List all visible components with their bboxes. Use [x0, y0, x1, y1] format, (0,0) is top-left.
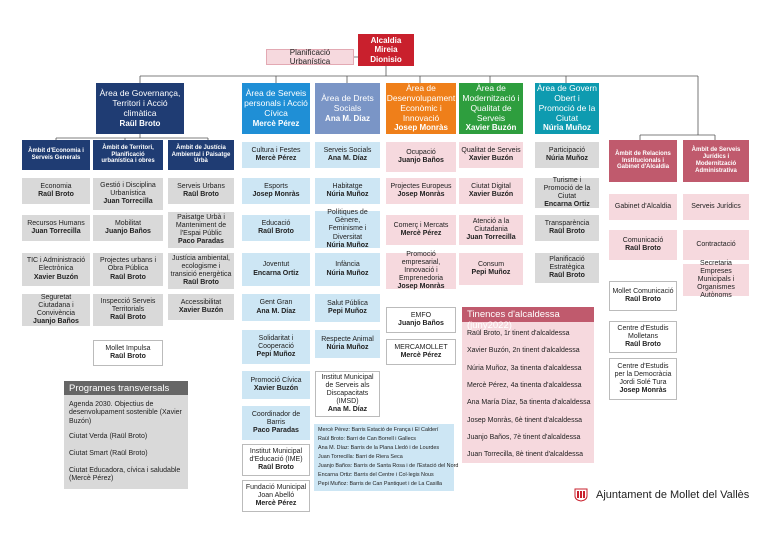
department-name: Esports — [264, 182, 288, 190]
area-head: Ana M. Díaz — [325, 113, 370, 123]
department-box — [315, 294, 380, 322]
department-head: Ana M. Díaz — [327, 406, 368, 414]
department-box — [168, 178, 234, 204]
area-head: Mercè Pérez — [252, 118, 300, 128]
department-name: Projectes Europeus — [390, 182, 452, 190]
department-box — [242, 142, 310, 168]
department-head: Ana M. Díaz — [327, 155, 368, 162]
area-economic-development — [386, 83, 456, 134]
department-box — [535, 178, 599, 208]
department-head: Pepi Muñoz — [471, 269, 511, 276]
department-box — [315, 211, 380, 248]
ambit-label: Àmbit d'Economia i Serveis Generals — [28, 148, 84, 161]
department-name: Consum — [477, 260, 505, 268]
ambit-territory — [93, 140, 163, 170]
department-box — [609, 358, 677, 400]
department-name: Contractació — [696, 240, 736, 248]
department-name: Solidaritat i Cooperació — [258, 334, 294, 350]
logo-text: Ajuntament de Mollet del Vallès — [596, 489, 750, 501]
department-head: Paco Paradas — [178, 238, 224, 246]
department-box — [93, 253, 163, 286]
department-head: Raül Broto — [183, 279, 219, 287]
department-head: Mercè Pérez — [255, 500, 297, 508]
department-head: Raül Broto — [549, 228, 585, 235]
department-box — [93, 215, 163, 241]
department-name: Promoció empresarial, Innovació i Emprenedoria — [399, 250, 443, 283]
department-name: Turisme i Promoció de la Ciutat — [543, 176, 591, 200]
area-title: Àrea de Desenvolupament Econòmic i Innovació — [386, 83, 456, 123]
department-head: Paco Paradas — [253, 427, 299, 435]
district-item: Raül Broto: Barri de Can Borrell i Gallecs — [318, 436, 416, 442]
department-head: Raül Broto — [110, 273, 146, 281]
deputy-item: Núria Muñoz, 3a tinenta d'alcaldessa — [467, 364, 582, 372]
department-head: Núria Muñoz — [326, 191, 369, 198]
department-name: Gabinet d'Alcaldia — [614, 202, 672, 210]
ambit-economy — [22, 140, 90, 170]
department-name: MERCAMOLLET — [394, 343, 448, 351]
department-box — [242, 294, 310, 321]
department-head: Ana M. Díaz — [256, 307, 296, 315]
department-head: Juanjo Baños — [33, 318, 79, 326]
ambit-label: Àmbit de Relacions Institucionals i Gabinet d'Alcaldia — [615, 150, 671, 171]
department-head: Núria Muñoz — [326, 241, 369, 249]
area-head: Núria Muñoz — [543, 123, 591, 133]
department-name: Ciutat Digital — [471, 182, 511, 190]
department-name: Seguretat Ciutadana i Convivència — [36, 293, 76, 317]
department-box — [609, 194, 677, 220]
department-box — [386, 142, 456, 172]
department-name: Mollet Impulsa — [105, 344, 151, 352]
department-box — [22, 294, 90, 326]
shield-icon — [574, 488, 588, 502]
deputy-item: Raül Broto, 1r tinent d'alcaldessa — [467, 330, 570, 337]
department-head: Juanjo Baños — [105, 228, 151, 235]
department-box — [609, 281, 677, 311]
department-head: Raül Broto — [258, 464, 294, 472]
department-box — [22, 253, 90, 286]
department-box — [386, 307, 456, 333]
deputy-item: Xavier Buzón, 2n tinent d'alcaldessa — [467, 347, 580, 355]
department-head: Raül Broto — [549, 272, 585, 280]
department-box — [609, 321, 677, 353]
department-box — [535, 215, 599, 241]
department-name: Qualitat de Serveis — [461, 146, 521, 154]
ambit-label: Àmbit de Justícia Ambiental i Paisatge Urbà — [171, 144, 231, 165]
department-head: Raül Broto — [110, 314, 146, 322]
department-head: Encarna Ortiz — [544, 201, 590, 209]
department-name: Mobilitat — [114, 219, 142, 227]
department-box — [168, 253, 234, 289]
department-name: Institut Municipal d'Educació (IME) — [249, 447, 303, 463]
department-name: Coordinador de Barris — [251, 410, 301, 426]
department-name: Recursos Humans — [27, 219, 85, 227]
department-name: Serveis Socials — [323, 146, 372, 154]
department-box — [315, 142, 380, 168]
area-open-government — [535, 83, 599, 134]
department-head: Xavier Buzón — [468, 191, 514, 198]
department-head: Raül Broto — [625, 341, 661, 349]
department-name: Centre d'Estudis Molletans — [617, 324, 669, 340]
deputy-item: Juan Torrecilla, 8è tinent d'alcaldessa — [467, 451, 583, 459]
department-box — [242, 215, 310, 241]
ambit-label: Àmbit de Territori, Planificació urbanística i obres — [101, 144, 155, 165]
department-head: Mercè Pérez — [255, 155, 297, 162]
department-head: Encarna Ortiz — [253, 269, 299, 277]
department-box — [315, 330, 380, 358]
department-box — [242, 406, 310, 440]
department-name: Atenció a la Ciutadania — [472, 217, 510, 233]
department-name: Paisatge Urbà i Manteniment de l'Espai Públic — [175, 213, 227, 237]
area-head: Xavier Buzón — [465, 123, 517, 133]
department-name: Gent Gran — [259, 299, 293, 307]
department-head: Xavier Buzón — [253, 385, 299, 392]
department-box — [459, 215, 523, 245]
department-box — [683, 230, 749, 260]
department-name: Planificació Estratègica — [549, 255, 585, 271]
district-item: Juanjo Baños: Barris de Santa Rosa i de l'Estació del Nord — [318, 463, 459, 469]
mayor-name: Mireia Dionisio — [370, 45, 402, 64]
department-head: Núria Muñoz — [326, 269, 369, 277]
department-box — [459, 253, 523, 285]
department-name: Institut Municipal de Serveis als Discapacitats (IMSD) — [321, 373, 374, 406]
department-name: Promoció Cívica — [250, 376, 302, 384]
area-head: Raül Broto — [119, 118, 161, 128]
department-box — [22, 215, 90, 241]
department-name: Polítiques de Gènere, Feminisme i Diversitat — [327, 209, 368, 241]
department-name: Serveis Jurídics — [691, 202, 741, 210]
department-head: Josep Monràs — [397, 191, 445, 198]
department-name: Accessibilitat — [180, 298, 222, 306]
department-name: Gestió i Disciplina Urbanística — [100, 181, 156, 197]
programs-title: Programes transversals — [64, 381, 188, 395]
department-box — [459, 178, 523, 204]
area-title: Àrea de Govern Obert i Promoció de la Ciutat — [537, 83, 598, 123]
department-head: Raül Broto — [625, 245, 661, 252]
department-name: Projectes urbans i Obra Pública — [99, 257, 157, 273]
department-name: Comerç i Mercats — [393, 221, 449, 229]
department-box — [683, 194, 749, 220]
area-personal-services — [242, 83, 310, 134]
department-box — [459, 142, 523, 168]
department-box — [242, 253, 310, 286]
ambit-institutional — [609, 140, 677, 182]
department-name: Ocupació — [406, 148, 436, 156]
department-head: Raül Broto — [38, 191, 74, 198]
district-item: Pepi Muñoz: Barris de Can Pantiquet i de La Casilla — [318, 481, 443, 487]
area-title: Àrea de Serveis personals i Acció Cívica — [244, 88, 308, 118]
department-name: Salut Pública — [327, 299, 368, 307]
department-head: Juan Torrecilla — [103, 198, 153, 206]
department-name: Habitatge — [332, 182, 363, 190]
department-head: Xavier Buzón — [468, 155, 514, 162]
area-title: Àrea de Drets Socials — [321, 93, 374, 113]
department-name: Centre d'Estudis per la Democràcia Jordi Solé Tura — [614, 362, 672, 386]
department-head: Mercè Pérez — [400, 352, 442, 359]
department-name: EMFO — [410, 311, 432, 319]
department-name: Cultura i Festes — [251, 146, 301, 154]
department-name: Serveis Urbans — [177, 182, 225, 190]
ambit-legal — [683, 140, 749, 182]
department-name: Secretaria Empreses Municipals i Organismes Autònoms — [697, 259, 735, 300]
department-box — [315, 178, 380, 204]
department-name: Infància — [335, 261, 360, 269]
deputy-item: Juanjo Baños, 7è tinent d'alcaldessa — [467, 433, 581, 441]
department-head: Pepi Muñoz — [328, 308, 367, 315]
department-box — [386, 250, 456, 291]
department-box — [683, 259, 749, 300]
department-name: TIC i Administració Electrònica — [26, 257, 86, 273]
department-head: Josep Monràs — [397, 283, 445, 291]
department-name: Economia — [40, 182, 72, 190]
department-box — [93, 294, 163, 326]
district-item: Ana M. Díaz: Barris de la Plana Lledó i de Lourdes — [318, 445, 440, 451]
department-name: Justícia ambiental, ecologisme i transició energètica — [170, 254, 232, 278]
department-name: Inspecció Serveis Territorials — [100, 297, 156, 313]
department-box — [386, 339, 456, 365]
urban-planning-box — [266, 49, 354, 65]
department-box — [168, 212, 234, 248]
department-box — [242, 330, 310, 364]
department-head: Josep Monràs — [619, 387, 667, 395]
department-box — [242, 480, 310, 512]
area-social-rights — [315, 83, 380, 134]
department-name: Transparència — [544, 219, 590, 227]
deputy-item: Ana María Díaz, 5a tinenta d'alcaldessa — [467, 399, 591, 407]
department-box — [242, 178, 310, 204]
department-head: Josep Monràs — [252, 191, 300, 198]
department-head: Mercè Pérez — [400, 230, 442, 237]
department-box — [535, 142, 599, 168]
deputy-item: Mercè Pérez, 4a tinenta d'alcaldessa — [467, 381, 582, 389]
department-head: Pepi Muñoz — [256, 351, 296, 359]
department-head: Juanjo Baños — [398, 320, 444, 327]
department-box — [93, 178, 163, 210]
area-governance — [96, 83, 184, 134]
mayor-box — [358, 34, 414, 66]
deputy-item: Josep Monràs, 6è tinent d'alcaldessa — [467, 416, 582, 424]
department-name: Respecte Animal — [321, 335, 374, 343]
department-box — [242, 444, 310, 476]
department-head: Núria Muñoz — [546, 155, 588, 162]
program-item: Ciutat Educadora, cívica i saludable (Mercè Pérez) — [69, 467, 181, 483]
area-head: Josep Monràs — [394, 123, 448, 133]
department-name: Fundació Municipal Joan Abelló — [245, 483, 307, 499]
area-title: Àrea de Modernització i Qualitat de Serveis — [462, 83, 520, 123]
department-head: Xavier Buzón — [178, 307, 224, 314]
department-box — [609, 230, 677, 260]
department-box — [386, 178, 456, 204]
department-head: Núria Muñoz — [326, 344, 369, 351]
department-head: Raül Broto — [258, 228, 294, 235]
district-item: Mercè Pérez: Barris Estació de França i El Calderí — [318, 427, 439, 433]
department-head: Juan Torrecilla — [466, 234, 516, 242]
department-box — [242, 371, 310, 399]
department-box — [535, 253, 599, 283]
area-title: Àrea de Governança, Territori i Acció climàtica — [99, 88, 181, 118]
department-box — [93, 340, 163, 366]
department-box — [22, 178, 90, 204]
department-head: Juanjo Baños — [398, 157, 444, 164]
district-item: Encarna Ortiz: Barris del Centre i Col·legis Nous — [318, 472, 434, 478]
department-box — [168, 294, 234, 320]
ambit-label: Àmbit de Serveis Jurídics i Modernització Administrativa — [691, 147, 741, 174]
mayor-title: Alcaldia — [370, 36, 402, 46]
department-head: Raül Broto — [110, 353, 146, 360]
program-item: Ciutat Smart (Raül Broto) — [69, 450, 148, 457]
department-head: Juan Torrecilla — [31, 228, 81, 235]
urban-planning-label: Planificació Urbanística — [289, 47, 331, 66]
department-head: Raül Broto — [183, 191, 219, 198]
department-name: Joventut — [262, 261, 290, 269]
district-item: Juan Torrecilla: Barri de Riera Seca — [318, 454, 403, 460]
department-box — [386, 215, 456, 245]
program-item: Agenda 2030. Objectius de desenvolupament sostenible (Xavier Buzón) — [69, 401, 182, 425]
program-item: Ciutat Verda (Raül Broto) — [69, 433, 148, 440]
department-head: Xavier Buzón — [33, 273, 79, 281]
department-name: Comunicació — [622, 236, 664, 244]
department-box — [315, 371, 380, 417]
deputies-title: Tinences d'alcaldessa (juny2022) — [462, 307, 594, 322]
department-head: Raül Broto — [625, 296, 661, 303]
area-modernization — [459, 83, 523, 134]
department-name: Mollet Comunicació — [612, 287, 674, 295]
department-box — [315, 253, 380, 286]
department-name: Participació — [548, 146, 586, 154]
ambit-environment — [168, 140, 234, 170]
department-name: Educació — [261, 219, 291, 227]
